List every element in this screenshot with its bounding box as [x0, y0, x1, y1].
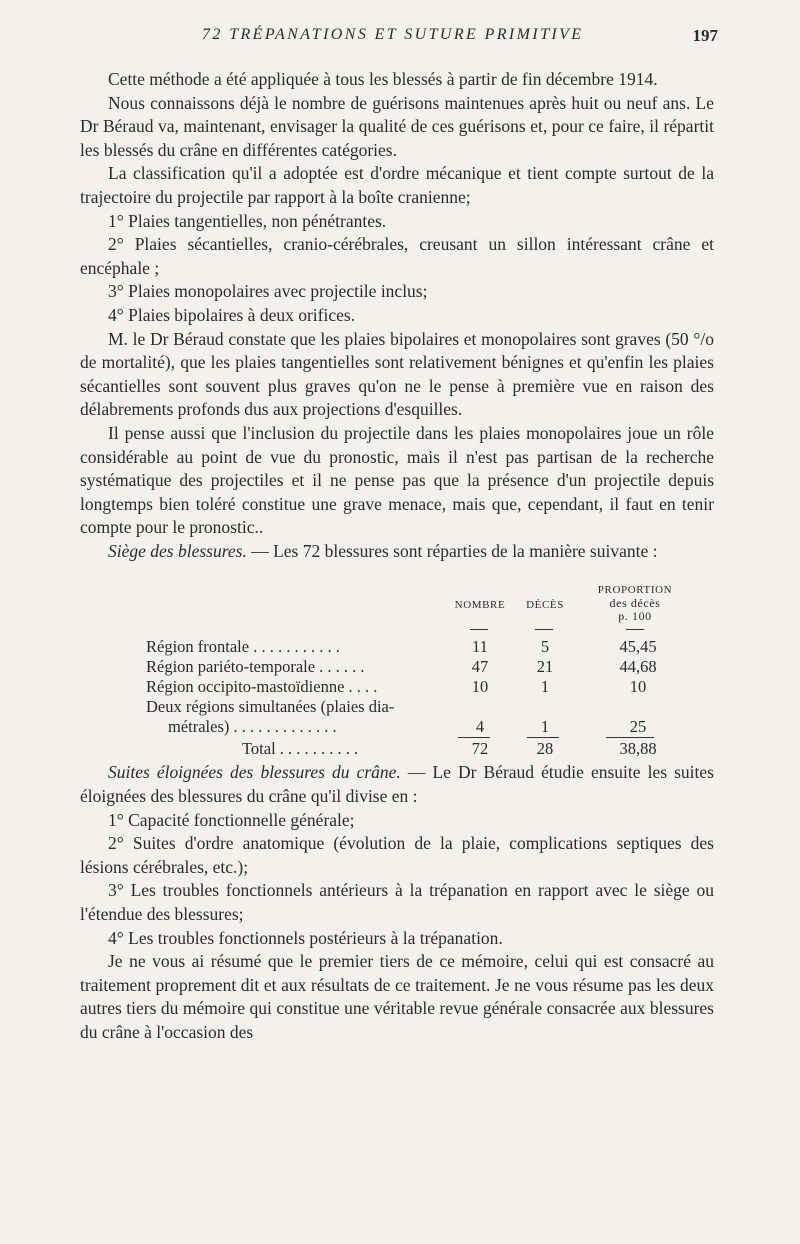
header-dash: [470, 629, 488, 630]
paragraph: Je ne vous ai résumé que le premier tiers de ce mémoire, celui qui est consacré au traitement proprement dit et aux résultats de ce traitement. Je ne vous résume pas les deux autres tiers du mémoire qui constitue une véritable revue générale consacrée aux blessures du crâne à l'occasion des: [80, 951, 714, 1042]
col-header-nombre: NOMBRE: [454, 599, 506, 612]
col-header-proportion-2: des décès: [609, 596, 661, 611]
list-item: 2° Plaies sécantielles, cranio-cérébrales, creusant un sillon intéressant crâne et encéphale ;: [80, 234, 714, 278]
table-row: Région pariéto-temporale . . . . . . 47 21 44,68: [146, 657, 657, 677]
paragraph: [80, 761, 714, 808]
running-title: 72 TRÉPANATIONS ET SUTURE PRIMITIVE: [202, 26, 584, 43]
col-header-deces: DÉCÈS: [526, 599, 564, 612]
paragraph: Nous connaissons déjà le nombre de guérisons maintenues après huit ou neuf ans. Le Dr Béraud va, maintenant, envisager la qualité de ces guérisons et, pour ce faire, il répartit les blessés du crâne en différentes catégories.: [80, 92, 714, 160]
paragraph: Cette méthode a été appliquée à tous les blessés à partir de fin décembre 1914.: [108, 69, 658, 89]
header-dash: [535, 629, 553, 630]
list-item: 4° Plaies bipolaires à deux orifices.: [108, 304, 356, 325]
body-text: [80, 68, 714, 1045]
col-header-proportion-3: p. 100: [618, 609, 652, 624]
header-dash: [626, 629, 644, 630]
list-item: 3° Plaies monopolaires avec projectile inclus;: [108, 281, 428, 302]
paragraph-text: — Le Dr Béraud étudie ensuite les suites éloignées des blessures du crâne qu'il divise en :: [80, 762, 714, 807]
paragraph: [80, 540, 714, 564]
page-number: 197: [692, 26, 718, 45]
section-heading: Siège des blessures.: [108, 540, 247, 561]
list-item: 3° Les troubles fonctionnels antérieurs à la trépanation en rapport avec le siège ou l'étendue des blessures;: [80, 880, 714, 925]
paragraph: M. le Dr Béraud constate que les plaies bipolaires et monopolaires sont graves (50 °/o de mortalité), que les plaies tangentielles sont relativement bénignes et qu'enfin les plaies sécantielles sont souvent plus graves qu'on ne le pense à première vue en raison des délabrements profonds dus aux projections d'esquilles.: [80, 328, 714, 420]
section-heading: Suites éloignées des blessures du crâne.: [108, 762, 401, 783]
list-item: 2° Suites d'ordre anatomique (évolution de la plaie, complications septiques des lésions cérébrales, etc.);: [80, 833, 714, 877]
table-row: Deux régions simultanées (plaies dia-: [146, 697, 395, 717]
list-item: 1° Capacité fonctionnelle générale;: [108, 809, 355, 830]
table-total-row: Total . . . . . . . . . . 72 28 38,88: [242, 739, 657, 759]
list-item: 1° Plaies tangentielles, non pénétrantes.: [108, 210, 387, 231]
table-row: métrales) . . . . . . . . . . . . . 4 1 25: [168, 717, 647, 737]
paragraph-text: — Les 72 blessures sont réparties de la manière suivante :: [246, 540, 658, 561]
wound-location-table: [80, 571, 714, 759]
paragraph: La classification qu'il a adoptée est d'ordre mécanique et tient compte surtout de la trajectoire du projectile par rapport à la boîte cranienne;: [80, 163, 714, 207]
table-row: Région frontale . . . . . . . . . . . 11 5 45,45: [146, 637, 657, 657]
table-row: Région occipito-mastoïdienne . . . . 10 1 10: [146, 677, 647, 697]
paragraph: Il pense aussi que l'inclusion du projectile dans les plaies monopolaires joue un rôle considérable au point de vue du pronostic, mais il n'est pas partisan de la recherche systématique des projectiles et il ne pense pas que la présence d'un projectile depuis longtemps bien toléré constitue une grave menace, mais que, cependant, il faut en tenir compte pour le pronostic..: [80, 422, 714, 538]
list-item: 4° Les troubles fonctionnels postérieurs à la trépanation.: [108, 927, 503, 948]
running-header: [80, 26, 718, 50]
col-header-proportion: PROPORTION: [597, 584, 673, 597]
